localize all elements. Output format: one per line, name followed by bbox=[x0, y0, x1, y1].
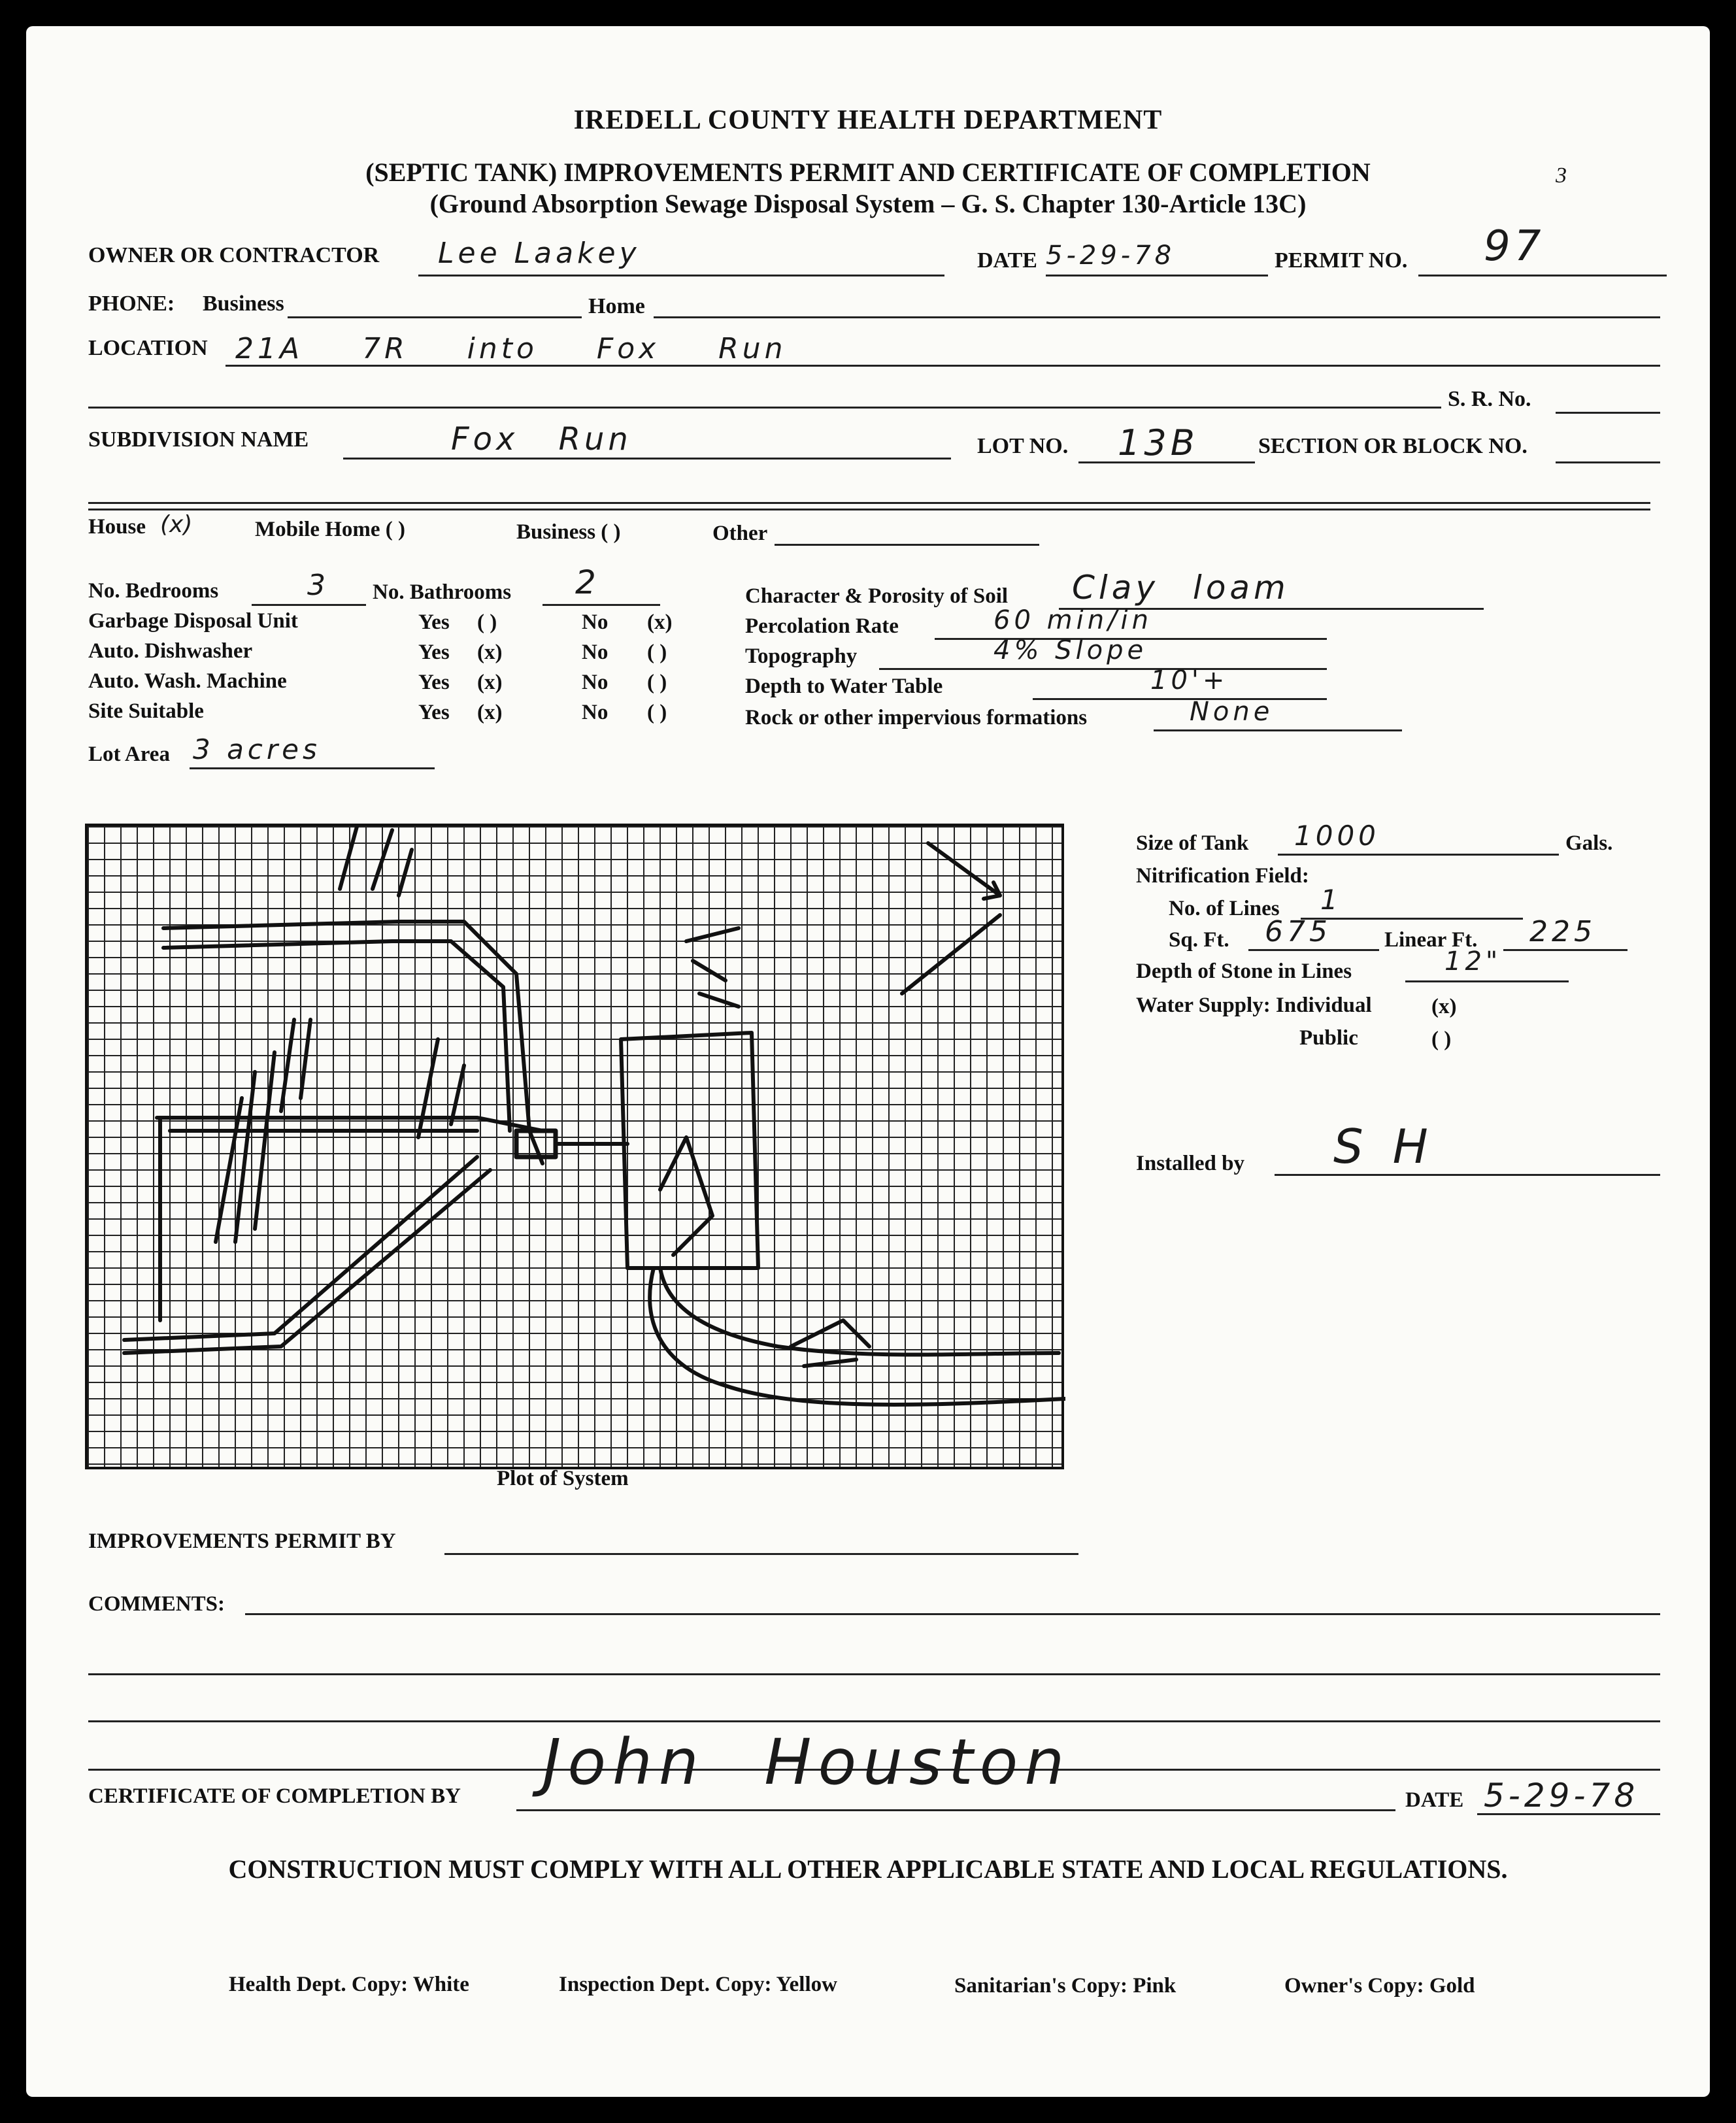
bathrooms-value: 2 bbox=[575, 563, 600, 601]
mobile-home-label: Mobile Home ( ) bbox=[255, 518, 406, 541]
garbage-yes-label: Yes bbox=[418, 610, 450, 634]
public-label: Public bbox=[1299, 1026, 1358, 1050]
water-table-value: 10'+ bbox=[1150, 665, 1229, 695]
site-suitable-label: Site Suitable bbox=[88, 699, 204, 723]
owner-label: OWNER OR CONTRACTOR bbox=[88, 243, 380, 267]
site-no-label: No bbox=[582, 701, 609, 724]
garbage-no-mark: (x) bbox=[647, 610, 673, 634]
site-no-mark: ( ) bbox=[647, 701, 667, 724]
sqft-value: 675 bbox=[1265, 915, 1331, 948]
copy-owner: Owner's Copy: Gold bbox=[1284, 1974, 1475, 1998]
dishwasher-yes-label: Yes bbox=[418, 641, 450, 664]
individual-mark: (x) bbox=[1431, 995, 1457, 1018]
copy-health-dept: Health Dept. Copy: White bbox=[229, 1973, 469, 1996]
plot-caption: Plot of System bbox=[497, 1467, 629, 1490]
stone-depth-value: 12" bbox=[1444, 946, 1502, 977]
rock-value: None bbox=[1190, 697, 1274, 727]
copy-inspection-dept: Inspection Dept. Copy: Yellow bbox=[559, 1973, 837, 1996]
date-label: DATE bbox=[977, 248, 1037, 273]
linear-ft-label: Linear Ft. bbox=[1384, 928, 1478, 952]
nitrification-field-label: Nitrification Field: bbox=[1136, 864, 1309, 888]
plot-sketch bbox=[85, 824, 1065, 1471]
water-supply-label: Water Supply: Individual bbox=[1136, 994, 1372, 1017]
form-title: (SEPTIC TANK) IMPROVEMENTS PERMIT AND CERTIFICATE OF COMPLETION bbox=[365, 158, 1371, 187]
location-value: 21A 7R into Fox Run bbox=[235, 332, 787, 365]
perc-rate-value: 60 min/in bbox=[993, 605, 1152, 635]
site-yes-mark: (x) bbox=[477, 701, 503, 724]
topography-label: Topography bbox=[745, 644, 858, 668]
other-label: Other bbox=[712, 522, 768, 545]
subdivision-value: Fox Run bbox=[451, 421, 632, 458]
soil-character-value: Clay loam bbox=[1072, 569, 1290, 607]
home-phone-label: Home bbox=[588, 294, 645, 318]
garbage-label: Garbage Disposal Unit bbox=[88, 609, 298, 633]
public-mark: ( ) bbox=[1431, 1028, 1452, 1051]
wash-no-label: No bbox=[582, 671, 609, 694]
lot-no-label: LOT NO. bbox=[977, 434, 1069, 458]
dishwasher-no-mark: ( ) bbox=[647, 641, 667, 664]
completion-date-value: 5-29-78 bbox=[1484, 1777, 1639, 1814]
wash-yes-label: Yes bbox=[418, 671, 450, 694]
department-title: IREDELL COUNTY HEALTH DEPARTMENT bbox=[573, 105, 1163, 135]
gals-label: Gals. bbox=[1565, 831, 1613, 855]
site-yes-label: Yes bbox=[418, 701, 450, 724]
tank-size-label: Size of Tank bbox=[1136, 831, 1249, 855]
garbage-no-label: No bbox=[582, 610, 609, 634]
bedrooms-value: 3 bbox=[307, 569, 329, 602]
house-mark: (x) bbox=[160, 511, 193, 538]
improvements-permit-label: IMPROVEMENTS PERMIT BY bbox=[88, 1530, 396, 1553]
lot-area-label: Lot Area bbox=[88, 743, 170, 766]
business-type-label: Business ( ) bbox=[516, 520, 621, 544]
stone-depth-label: Depth of Stone in Lines bbox=[1136, 960, 1352, 983]
permit-value: 97 bbox=[1484, 222, 1545, 271]
installed-by-value: S H bbox=[1333, 1119, 1432, 1174]
soil-character-label: Character & Porosity of Soil bbox=[745, 584, 1009, 608]
permit-label: PERMIT NO. bbox=[1275, 248, 1408, 273]
certificate-label: CERTIFICATE OF COMPLETION BY bbox=[88, 1784, 461, 1808]
regulations-notice: CONSTRUCTION MUST COMPLY WITH ALL OTHER APPLICABLE STATE AND LOCAL REGULATIONS. bbox=[228, 1854, 1508, 1884]
subdivision-label: SUBDIVISION NAME bbox=[88, 427, 309, 452]
lot-area-value: 3 acres bbox=[193, 733, 321, 765]
form-subtitle: (Ground Absorption Sewage Disposal System – G. S. Chapter 130-Article 13C) bbox=[429, 189, 1307, 218]
completion-date-label: DATE bbox=[1405, 1788, 1464, 1812]
lines-value: 1 bbox=[1320, 884, 1342, 916]
linear-ft-value: 225 bbox=[1529, 915, 1596, 948]
bathrooms-label: No. Bathrooms bbox=[373, 580, 512, 604]
business-phone-label: Business bbox=[203, 292, 284, 316]
dishwasher-no-label: No bbox=[582, 641, 609, 664]
perc-rate-label: Percolation Rate bbox=[745, 614, 899, 638]
dishwasher-label: Auto. Dishwasher bbox=[88, 639, 253, 663]
water-table-label: Depth to Water Table bbox=[745, 675, 943, 698]
section-block-label: SECTION OR BLOCK NO. bbox=[1258, 434, 1527, 458]
copy-sanitarian: Sanitarian's Copy: Pink bbox=[954, 1974, 1177, 1998]
date-value: 5-29-78 bbox=[1046, 241, 1176, 271]
signature: John Houston bbox=[542, 1726, 1071, 1799]
phone-label: PHONE: bbox=[88, 292, 175, 316]
dishwasher-yes-mark: (x) bbox=[477, 641, 503, 664]
installed-by-label: Installed by bbox=[1136, 1152, 1244, 1175]
location-label: LOCATION bbox=[88, 336, 208, 360]
topography-value: 4% Slope bbox=[993, 635, 1148, 665]
sqft-label: Sq. Ft. bbox=[1169, 928, 1229, 952]
house-label: House bbox=[88, 515, 146, 539]
wash-yes-mark: (x) bbox=[477, 671, 503, 694]
owner-value: Lee Laakey bbox=[438, 237, 641, 270]
lot-no-value: 13B bbox=[1118, 422, 1199, 463]
rock-label: Rock or other impervious formations bbox=[745, 706, 1088, 729]
garbage-yes-mark: ( ) bbox=[477, 610, 497, 634]
comments-label: COMMENTS: bbox=[88, 1592, 225, 1616]
corner-mark: 3 bbox=[1556, 163, 1567, 188]
wash-no-mark: ( ) bbox=[647, 671, 667, 694]
bedrooms-label: No. Bedrooms bbox=[88, 579, 219, 603]
sr-no-label: S. R. No. bbox=[1448, 387, 1531, 411]
lines-label: No. of Lines bbox=[1169, 897, 1280, 920]
wash-machine-label: Auto. Wash. Machine bbox=[88, 669, 287, 693]
tank-size-value: 1000 bbox=[1294, 820, 1380, 852]
